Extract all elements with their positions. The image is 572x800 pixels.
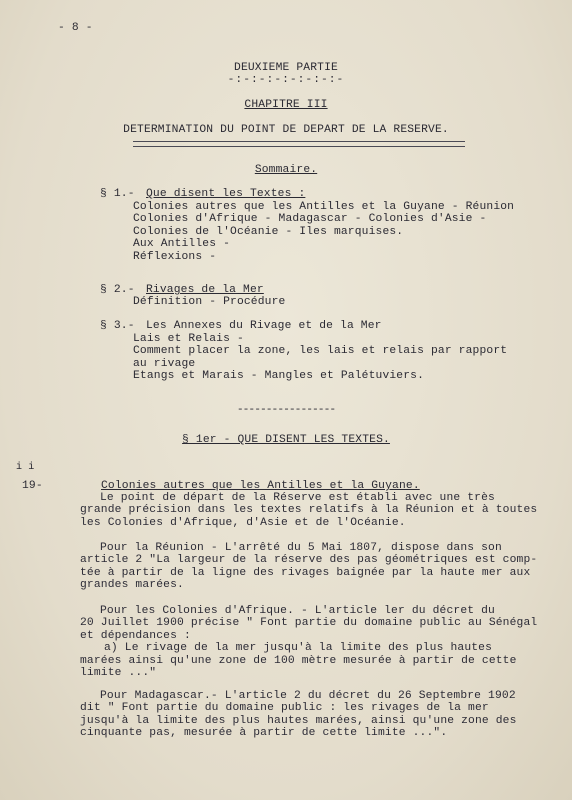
paragraph-line: Pour la Réunion - L'arrêté du 5 Mai 1807, dispose dans son: [100, 542, 502, 554]
summary-item: Colonies autres que les Antilles et la Guyane - Réunion: [133, 201, 515, 213]
paragraph-line: 20 Juillet 1900 précise " Font partie du domaine public au Sénégal: [80, 617, 538, 630]
chapter-subtitle: DETERMINATION DU POINT DE DEPART DE LA RESERVE.: [123, 124, 449, 136]
part-title: DEUXIEME PARTIE: [234, 62, 338, 74]
paragraph-line: article 2 "La largeur de la réserve des pas géométriques est comp-: [80, 554, 538, 567]
summary-item: Lais et Relais -: [133, 333, 244, 345]
summary-item: Etangs et Marais - Mangles et Palétuviers.: [133, 370, 425, 383]
paragraph-line: jusqu'à la limite des plus hautes marées, ainsi qu'une zone des: [80, 714, 517, 727]
margin-number: 19-: [22, 480, 43, 492]
section-1-title: § 1er - QUE DISENT LES TEXTES.: [182, 434, 390, 446]
section-1-items: [133, 201, 514, 263]
paragraph-line: Pour Madagascar.- L'article 2 du décret du 26 Septembre 1902: [100, 690, 516, 702]
section-3-number: § 3.-: [100, 320, 135, 332]
section-1-number: § 1.-: [100, 188, 135, 200]
section-2-items: [133, 296, 285, 308]
separator-line: -----------------: [236, 404, 336, 416]
paragraph-line: a) Le rivage de la mer jusqu'à la limite des plus hautes: [104, 642, 493, 655]
paragraph-line: tée à partir de la ligne des rivages baignée par la haute mer aux: [80, 566, 531, 579]
section-3-items: [133, 333, 507, 383]
summary-item: Définition - Procédure: [133, 296, 286, 308]
page-number: - 8 -: [58, 22, 93, 34]
section-3-heading: Les Annexes du Rivage et de la Mer: [146, 320, 382, 332]
paragraph-line: grande précision dans les textes relatifs à la Réunion et à toutes: [80, 504, 538, 517]
paragraph-line: marées ainsi qu'une zone de 100 mètre mesurée à partir de cette: [80, 654, 517, 667]
margin-marks: i i: [16, 462, 35, 473]
paragraph-line: Le point de départ de la Réserve est établi avec une très: [100, 492, 495, 504]
section-2-heading: Rivages de la Mer: [146, 284, 264, 296]
paragraph-line: Pour les Colonies d'Afrique. - L'article ler du décret du: [100, 605, 495, 617]
section-1-heading: Que disent les Textes :: [146, 188, 306, 200]
paragraph-line: limite ...": [80, 667, 157, 680]
chapter-title: CHAPITRE III: [244, 99, 328, 111]
paragraph-line: les Colonies d'Afrique, d'Asie et de l'Océanie.: [80, 516, 406, 529]
paragraph: [80, 542, 537, 592]
summary-item: Réflexions -: [133, 250, 217, 263]
summary-item: Aux Antilles -: [133, 238, 231, 251]
part-title-dashes: -:-:-:-:-:-:-:-: [227, 74, 345, 86]
double-underline: [133, 141, 465, 147]
paragraph-line: et dépendances :: [80, 629, 191, 642]
subheading: Colonies autres que les Antilles et la Guyane.: [101, 480, 420, 492]
sommaire-title: Sommaire.: [254, 164, 318, 176]
paragraph-line: dit " Font partie du domaine public : les rivages de la mer: [80, 702, 489, 715]
summary-item: Comment placer la zone, les lais et relais par rapport: [133, 345, 508, 358]
paragraph: [80, 492, 537, 529]
summary-item: Colonies d'Afrique - Madagascar - Colonies d'Asie -: [133, 213, 487, 226]
summary-item: Colonies de l'Océanie - Iles marquises.: [133, 225, 404, 238]
summary-item: au rivage: [133, 357, 196, 370]
paragraph: [80, 690, 517, 740]
paragraph: [80, 605, 537, 679]
section-2-number: § 2.-: [100, 284, 135, 296]
paragraph-line: cinquante pas, mesurée à partir de cette limite ...".: [80, 727, 448, 740]
paragraph-line: grandes marées.: [80, 579, 184, 592]
